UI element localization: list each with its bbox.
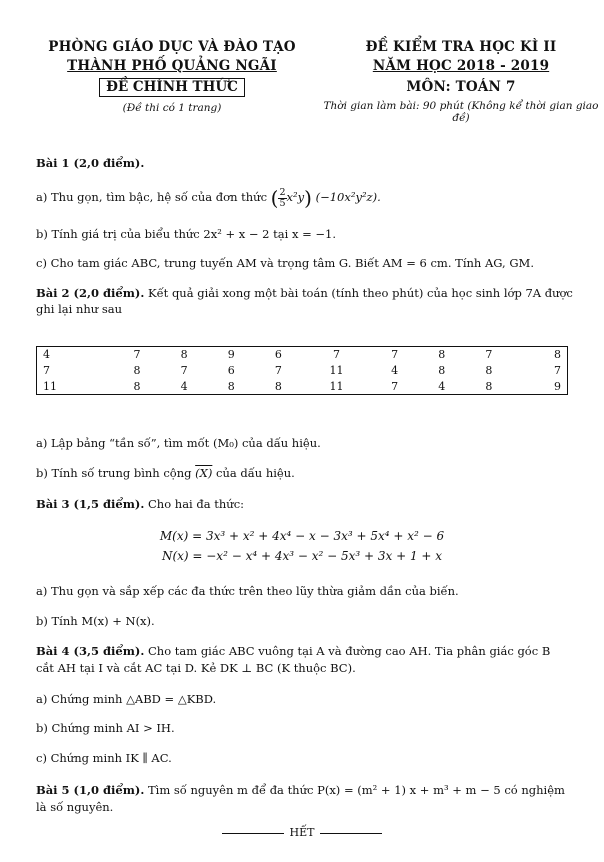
bai2-b: b) Tính số trung bình cộng (X) của dấu hiệu.	[36, 466, 295, 480]
header-left	[22, 38, 322, 114]
time-note: Thời gian làm bài: 90 phút (Không kể thời gian giao đề)	[323, 100, 599, 124]
end-text: HẾT	[289, 826, 315, 839]
bai2-text2: ghi lại như sau	[36, 302, 123, 316]
bai1-a: a) Thu gọn, tìm bậc, hệ số của đơn thức ( $\frac{2}{5}$ x²y) (−10x²y²z).	[36, 186, 381, 210]
bai3-a: a) Thu gọn và sắp xếp các đa thức trên theo lũy thừa giảm dần của biến.	[36, 584, 459, 598]
bai4-title: Bài 4 (3,5 điểm).	[36, 644, 145, 658]
bai3-text: Cho hai đa thức:	[144, 497, 245, 511]
table-cell: 7	[554, 364, 561, 377]
header-right	[318, 38, 604, 124]
divider-left	[222, 833, 284, 834]
table-cell: 4	[391, 364, 399, 377]
table-cell: 8	[554, 348, 561, 362]
mean-symbol: (X)	[195, 466, 213, 480]
table-cell: 8	[180, 348, 188, 362]
bai4-a: a) Chứng minh △ABD = △KBD.	[36, 692, 217, 706]
department-name: PHÒNG GIÁO DỤC VÀ ĐÀO TẠO	[48, 39, 296, 55]
table-cell: 8	[133, 364, 141, 377]
poly-m: M(x) = 3x³ + x² + 4x⁴ − x − 3x³ + 5x⁴ + x² − 6	[159, 529, 445, 543]
bai3-intro	[36, 497, 576, 512]
table-cell: 7	[43, 364, 50, 377]
bai2-text: Kết quả giải xong một bài toán (tính theo phút) của học sinh lớp 7A được	[144, 286, 573, 300]
bai3-b: b) Tính M(x) + N(x).	[36, 614, 155, 628]
data-table	[36, 346, 568, 395]
table-cell: 8	[485, 364, 493, 377]
table-cell: 4	[43, 348, 50, 362]
table-cell: 9	[227, 348, 235, 362]
table-cell: 8	[274, 379, 282, 393]
bai2-a: a) Lập bảng “tần số”, tìm mốt (M₀) của dấu hiệu.	[36, 436, 321, 450]
bai1-a-text: a) Thu gọn, tìm bậc, hệ số của đơn thức	[36, 190, 268, 204]
pages-note: (Đề thi có 1 trang)	[122, 102, 222, 114]
table-cell: 6	[227, 364, 235, 377]
table-cell: 8	[438, 364, 446, 377]
bai4-b: b) Chứng minh AI > IH.	[36, 721, 175, 735]
bai5-intro	[36, 783, 576, 798]
bai1-a-expr1: x²y	[286, 190, 305, 204]
table-cell: 11	[329, 379, 344, 393]
official-badge: ĐỀ CHÍNH THỨC	[99, 78, 245, 97]
table-cell: 7	[391, 348, 399, 362]
table-cell: 7	[180, 364, 188, 377]
bai5-text2: là số nguyên.	[36, 800, 114, 814]
bai3-title: Bài 3 (1,5 điểm).	[36, 497, 145, 511]
city-name: THÀNH PHỐ QUẢNG NGÃI	[67, 58, 277, 74]
table-cell: 7	[391, 379, 399, 393]
table-cell: 8	[227, 379, 235, 393]
table-cell: 4	[180, 379, 188, 393]
table-cell: 4	[438, 379, 446, 393]
table-cell: 9	[554, 379, 561, 393]
bai1-title: Bài 1 (2,0 điểm).	[36, 156, 145, 170]
exam-title: ĐỀ KIỂM TRA HỌC KÌ II	[365, 39, 557, 55]
subject: MÔN: TOÁN 7	[406, 79, 516, 95]
bai2-intro	[36, 286, 576, 301]
poly-n: N(x) = −x² − x⁴ + 4x³ − x² − 5x³ + 3x + 1 + x	[161, 549, 443, 563]
bai4-c: c) Chứng minh IK ∥ AC.	[36, 751, 172, 765]
bai1-a-expr2: (−10x²y²z).	[315, 190, 381, 204]
school-year: NĂM HỌC 2018 - 2019	[372, 58, 550, 74]
table-cell: 7	[333, 348, 341, 362]
bai4-intro	[36, 644, 576, 659]
table-cell: 7	[274, 364, 282, 377]
table-row	[37, 379, 568, 395]
fraction: $\frac{2}{5}$	[279, 186, 286, 209]
table-cell: 11	[329, 364, 344, 377]
bai1-c: c) Cho tam giác ABC, trung tuyến AM và trọng tâm G. Biết AM = 6 cm. Tính AG, GM.	[36, 256, 534, 270]
bai4-text: Cho tam giác ABC vuông tại A và đường cao AH. Tia phân giác góc B	[144, 644, 551, 658]
table-cell: 6	[274, 348, 282, 362]
bai5-title: Bài 5 (1,0 điểm).	[36, 783, 145, 797]
table-cell: 8	[485, 379, 493, 393]
table-row	[37, 347, 568, 363]
table-cell: 8	[133, 379, 141, 393]
table-cell: 8	[438, 348, 446, 362]
table-row	[37, 363, 568, 379]
table-cell: 11	[43, 379, 57, 393]
table-cell: 7	[485, 348, 493, 362]
divider-right	[320, 833, 382, 834]
end-marker	[0, 826, 604, 839]
bai4-text2: cắt AH tại I và cắt AC tại D. Kẻ DK ⊥ BC (K thuộc BC).	[36, 661, 356, 675]
bai1-b: b) Tính giá trị của biểu thức 2x² + x − 2 tại x = −1.	[36, 227, 337, 241]
bai2-title: Bài 2 (2,0 điểm).	[36, 286, 145, 300]
table-cell: 7	[133, 348, 141, 362]
bai5-text: Tìm số nguyên m để đa thức P(x) = (m² + 1) x + m³ + m − 5 có nghiệm	[144, 783, 565, 797]
